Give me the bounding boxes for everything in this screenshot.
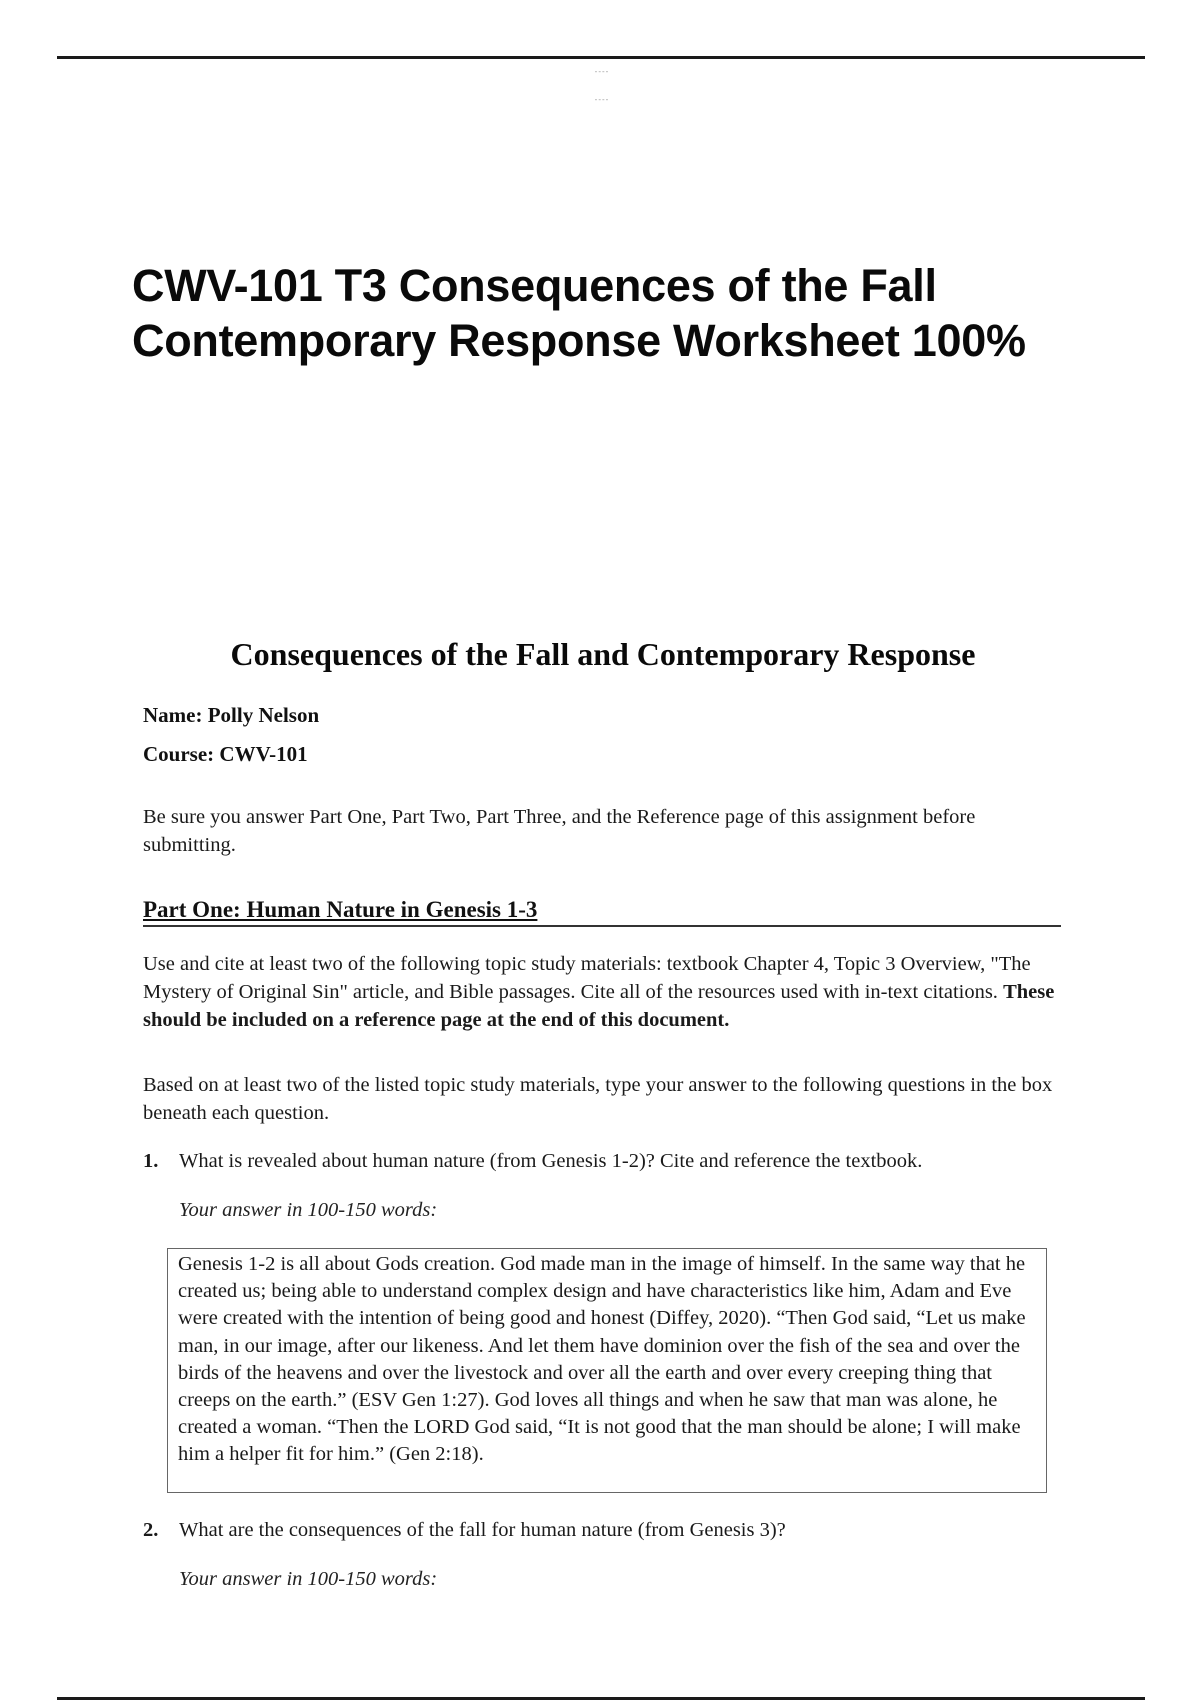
student-name: Name: Polly Nelson [143, 703, 320, 727]
answer-hint: Your answer in 100-150 words: [179, 1199, 438, 1221]
section-heading-text: Part One: Human Nature in Genesis 1-3 [143, 897, 538, 922]
instructions-intro: Be sure you answer Part One, Part Two, Part Three, and the Reference page of this assignment before submitting. [143, 806, 976, 856]
question-number: 2. [143, 1519, 159, 1541]
cover-title: CWV-101 T3 Consequences of the Fall Contemporary Response Worksheet 100% [132, 260, 1026, 366]
question-text: What are the consequences of the fall for human nature (from Genesis 3)? [179, 1519, 786, 1541]
document-title: Consequences of the Fall and Contemporary Response [230, 636, 976, 672]
materials-text: Use and cite at least two of the following topic study materials: textbook Chapter 4, Topic 3 Overview, "The Mystery of Original Sin" article, and Bible passages. Cite all of the resources used with in-text citations. [143, 953, 1031, 1003]
course-label: Course: CWV-101 [143, 742, 308, 766]
header-mark: ---- [594, 67, 610, 76]
section-heading-part-one [143, 895, 1061, 927]
top-divider [57, 56, 1145, 59]
question-number: 1. [143, 1150, 159, 1172]
question-text: What is revealed about human nature (from Genesis 1-2)? Cite and reference the textbook. [179, 1150, 923, 1172]
question-1 [143, 1147, 1083, 1175]
header-mark: ---- [594, 95, 610, 104]
question-2 [143, 1516, 1083, 1544]
answer-box-1: Genesis 1-2 is all about Gods creation. God made man in the image of himself. In the same way that he created us; being able to understand complex design and have characteristics like him, Adam and Eve were created with the intention of being good and honest (Diffey, 2020). “Then God said, “Let us make man, in our image, after our likeness. And let them have dominion over the fish of the sea and over the birds of the heavens and over the livestock and over all the earth and over every creeping thing that creeps on the earth.” (ESV Gen 1:27). God loves all things and when he saw that man was alone, he created a woman. “Then the LORD God said, “It is not good that the man should be alone; I will make him a helper fit for him.” (Gen 2:18). [167, 1248, 1047, 1493]
answer-hint: Your answer in 100-150 words: [179, 1568, 438, 1590]
materials-instructions [143, 950, 1063, 1034]
materials-bold-note: These should be included on a reference page at the end of this document. [143, 981, 1055, 1031]
answer-instructions: Based on at least two of the listed topic study materials, type your answer to the following questions in the box beneath each question. [143, 1074, 1053, 1124]
